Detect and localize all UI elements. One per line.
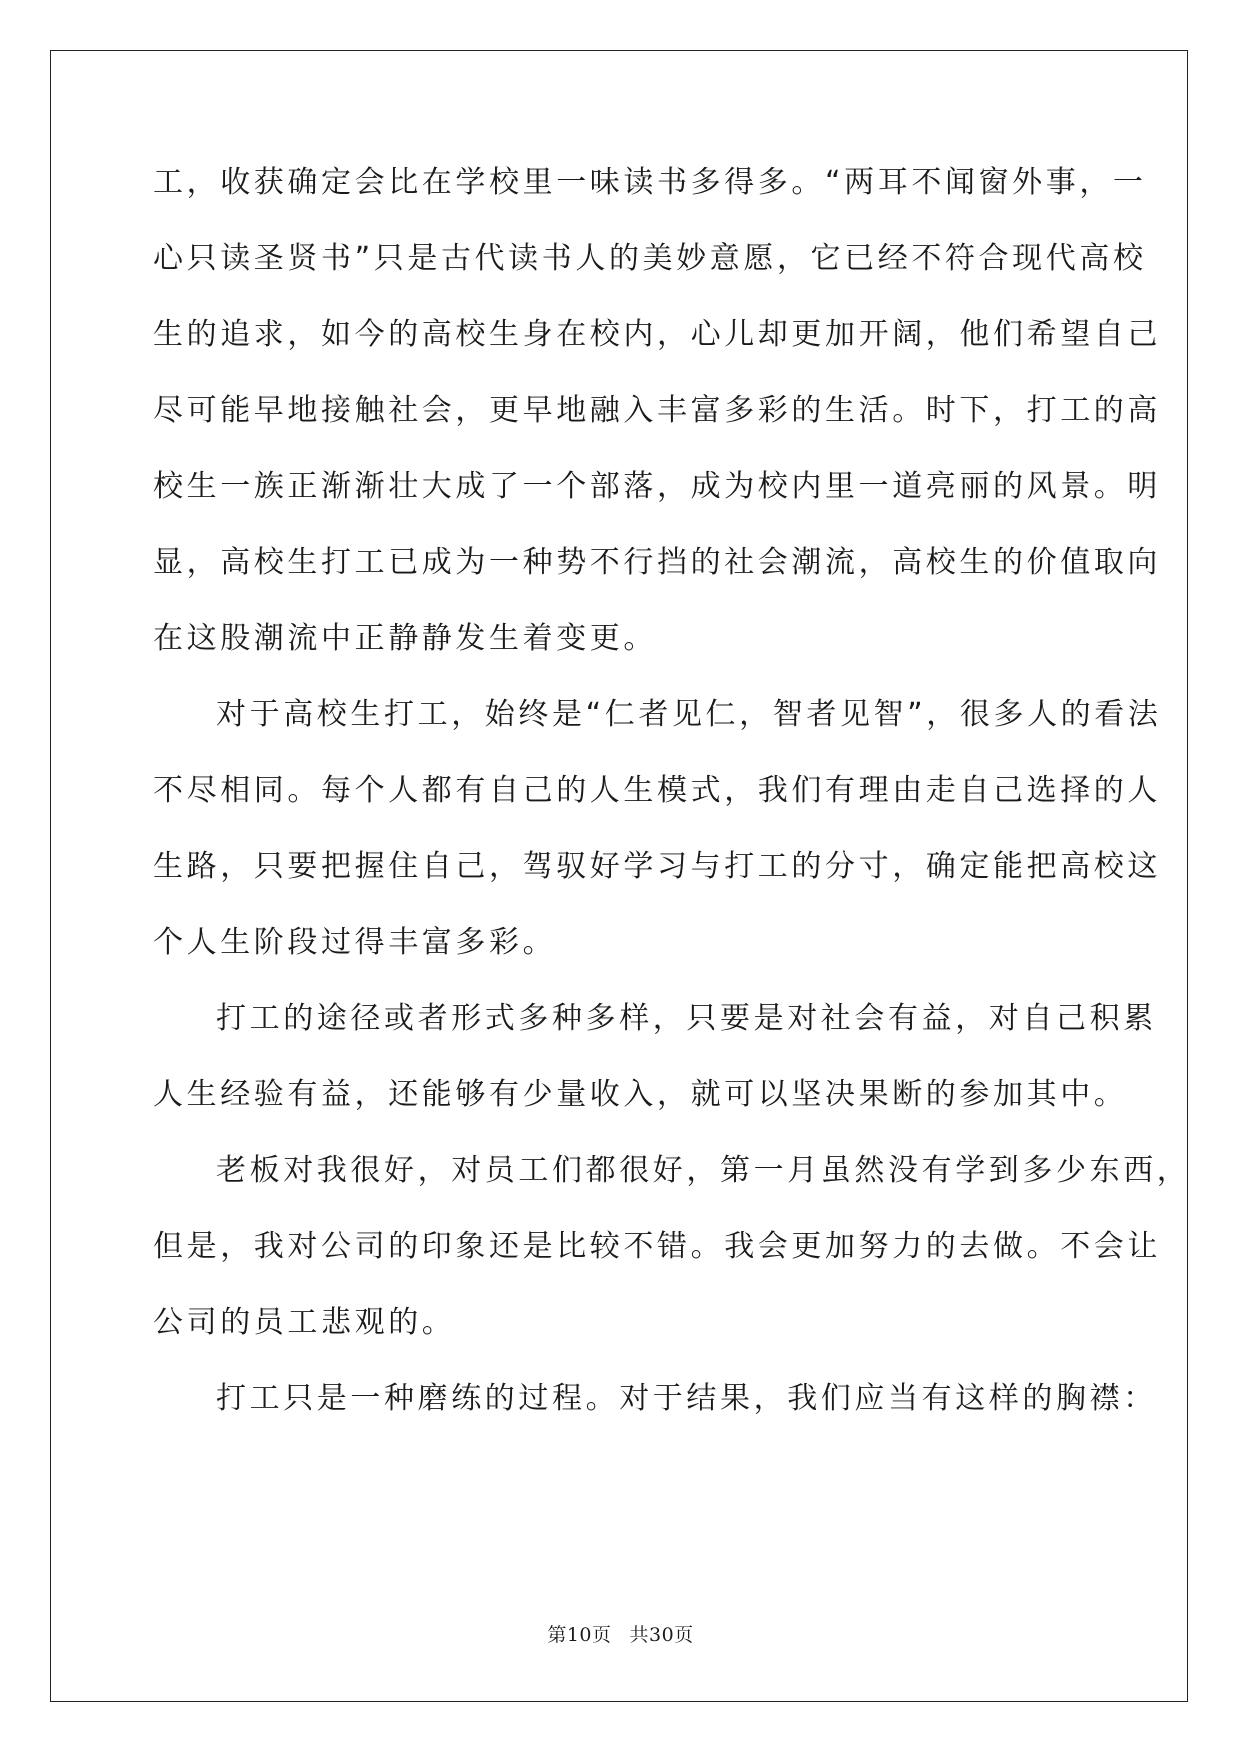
text-line: 心只读圣贤书”只是古代读书人的美妙意愿，它已经不符合现代高校 [153,241,1147,276]
page-footer [0,1620,1241,1647]
page-number-total: 共30页 [629,1624,694,1646]
text-line: 在这股潮流中正静静发生着变更。 [153,621,657,656]
text-line: 公司的员工悲观的。 [153,1305,456,1340]
paragraph-first-line: 打工的途径或者形式多种多样，只要是对社会有益，对自己积累 [216,1001,1157,1036]
text-line: 人生经验有益，还能够有少量收入，就可以坚决果断的参加其中。 [153,1077,1128,1112]
text-line: 个人生阶段过得丰富多彩。 [153,925,557,960]
text-line: 显，高校生打工已成为一种势不行挡的社会潮流，高校生的价值取向 [153,545,1161,580]
text-line: 生的追求，如今的高校生身在校内，心儿却更加开阔，他们希望自己 [153,317,1161,352]
text-line: 工，收获确定会比在学校里一味读书多得多。“两耳不闻窗外事，一 [153,165,1147,200]
text-line: 但是，我对公司的印象还是比较不错。我会更加努力的去做。不会让 [153,1229,1161,1264]
paragraph-first-line: 老板对我很好，对员工们都很好，第一月虽然没有学到多少东西， [216,1153,1191,1188]
paragraph-first-line: 打工只是一种磨练的过程。对于结果，我们应当有这样的胸襟： [216,1381,1157,1416]
text-line: 校生一族正渐渐壮大成了一个部落，成为校内里一道亮丽的风景。明 [153,469,1161,504]
text-line: 不尽相同。每个人都有自己的人生模式，我们有理由走自己选择的人 [153,773,1161,808]
page-number-current: 第10页 [547,1624,612,1646]
text-line: 尽可能早地接触社会，更早地融入丰富多彩的生活。时下，打工的高 [153,393,1161,428]
text-line: 生路，只要把握住自己，驾驭好学习与打工的分寸，确定能把高校这 [153,849,1161,884]
paragraph-first-line: 对于高校生打工，始终是“仁者见仁，智者见智”，很多人的看法 [216,697,1162,732]
